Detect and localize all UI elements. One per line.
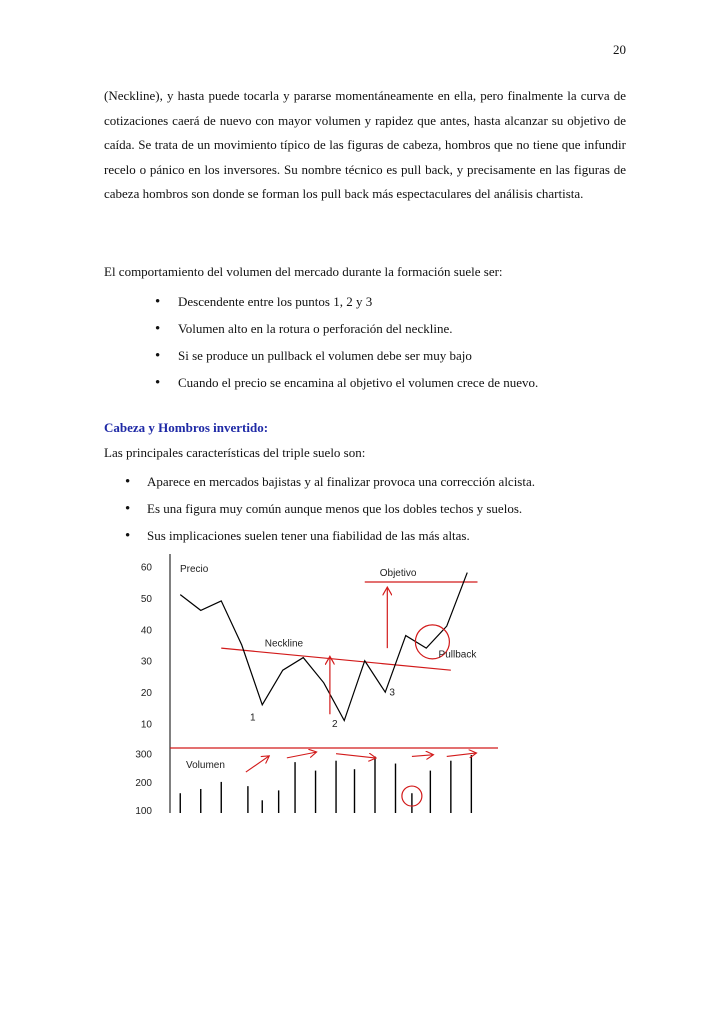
volume-arrow-1 [246,756,269,772]
list-item: • Volumen alto en la rotura o perforación del neckline. [155,321,453,337]
bullet-icon: • [125,474,131,490]
volume-intro: El comportamiento del volumen del mercado durante la formación suele ser: [104,264,503,279]
bullet-icon: • [155,321,161,337]
list-item: • Descendente entre los puntos 1, 2 y 3 [155,294,373,310]
page-number: 20 [613,42,626,57]
price-tick-label: 10 [140,719,152,731]
neckline-line [221,648,451,670]
list-item: • Sus implicaciones suelen tener una fiabilidad de las más altas. [125,528,470,544]
annotation-label: 2 [331,718,338,730]
annotation-label: Pullback [438,649,477,661]
list-item: • Aparece en mercados bajistas y al finalizar provoca una corrección alcista. [125,474,536,490]
price-tick-label: 20 [140,688,152,700]
neckline-label: Neckline [264,638,304,650]
price-tick-label: 50 [140,593,152,605]
price-tick-label: 60 [140,562,152,574]
list-item: • Cuando el precio se encamina al objetivo el volumen crece de nuevo. [155,375,539,391]
bullet-icon: • [155,375,161,391]
volume-tick-label: 200 [135,777,152,789]
objetivo-label: Objetivo [379,568,417,580]
chart-svg [120,548,500,820]
section-intro: Las principales características del triple suelo son: [104,445,366,460]
volume-tick-label: 100 [135,806,152,818]
annotation-label: 1 [249,712,256,724]
head-shoulders-chart [120,548,500,820]
volume-axis-title: Volumen [186,760,225,771]
bullet-icon: • [125,528,131,544]
volume-tick-label: 300 [135,749,152,761]
bullet-icon: • [155,294,161,310]
section-bullet-list [125,474,536,555]
annotation-label: 3 [389,687,395,699]
list-item: • Si se produce un pullback el volumen debe ser muy bajo [155,348,472,364]
volume-arrow-3 [336,754,375,758]
price-tick-label: 30 [140,656,152,668]
section-heading: Cabeza y Hombros invertido: [104,420,269,435]
bullet-icon: • [125,501,131,517]
volume-bullet-list [155,294,539,402]
paragraph-pull-back: (Neckline), y hasta puede tocarla y pararse momentáneamente en ella, pero finalmente la curva de cotizaciones caerá de nuevo con mayor volumen y rapidez que antes, hasta alcanzar su objetivo de caída. Se trata de un movimiento típico de las figuras de cabeza, hombros que no tiene que infundir recelo o pánico en los inversores. Su nombre técnico es pull back, y precisamente en las figuras de cabeza hombros son donde se forman los pull back más espectaculares del análisis chartista. [104,88,626,201]
price-series-line [180,573,467,721]
price-axis-title: Precio [180,564,209,575]
list-item: • Es una figura muy común aunque menos que los dobles techos y suelos. [125,501,523,517]
price-tick-label: 40 [140,625,152,637]
bullet-icon: • [155,348,161,364]
volume-arrow-4 [412,755,433,757]
volume-arrow-2 [287,752,316,758]
